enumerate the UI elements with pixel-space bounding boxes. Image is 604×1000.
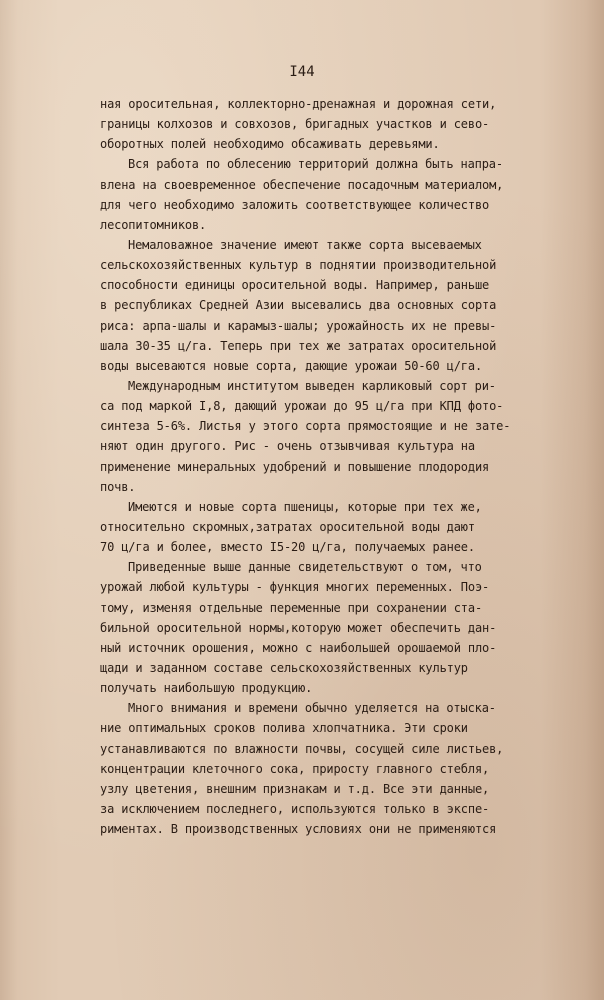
text-line: ние оптимальных сроков полива хлопчатника. Эти сроки xyxy=(100,721,468,736)
text-line: Приведенные выше данные свидетельствуют о том, что xyxy=(128,560,482,575)
text-line: концентрации клеточного сока, приросту главного стебля, xyxy=(100,761,490,776)
text-line: щади и заданном составе сельскохозяйственных культур xyxy=(100,660,468,675)
text-line: границы колхозов и совхозов, бригадных участков и сево- xyxy=(100,117,490,132)
text-line: са под маркой I,8, дающий урожаи до 95 ц/га при КПД фото- xyxy=(100,399,504,414)
text-line: получать наибольшую продукцию. xyxy=(100,681,313,696)
text-line: узлу цветения, внешним признакам и т.д. Все эти данные, xyxy=(100,781,490,796)
text-line: 70 ц/га и более, вместо I5-20 ц/га, получаемых ранее. xyxy=(100,540,475,555)
text-line: тому, изменяя отдельные переменные при сохранении ста- xyxy=(100,600,483,615)
text-line: шала 30-35 ц/га. Теперь при тех же затратах оросительной xyxy=(100,338,497,353)
text-line: устанавливаются по влажности почвы, сосущей силе листьев, xyxy=(100,741,504,756)
text-line: няют один другого. Рис - очень отзывчивая культура на xyxy=(100,439,475,454)
text-line: Вся работа по облесению территорий должна быть напра- xyxy=(128,157,503,172)
text-line: синтеза 5-6%. Листья у этого сорта прямостоящие и не зате- xyxy=(100,419,511,434)
text-line: ный источник орошения, можно с наибольшей орошаемой пло- xyxy=(100,640,497,655)
page-number: I44 xyxy=(289,64,315,80)
text-line: оборотных полей необходимо обсаживать деревьями. xyxy=(100,137,440,152)
text-line: относительно скромных,затратах оросительной воды дают xyxy=(100,519,475,534)
text-line: Международным институтом выведен карликовый сорт ри- xyxy=(128,378,496,393)
text-line: Много внимания и времени обычно уделяется на отыска- xyxy=(128,701,496,716)
text-line: риментах. В производственных условиях они не применяются xyxy=(100,822,497,837)
text-line: для чего необходимо заложить соответствующее количество xyxy=(100,197,490,212)
text-line: в республиках Средней Азии высевались два основных сорта xyxy=(100,298,497,313)
text-line: ная оросительная, коллекторно-дренажная и дорожная сети, xyxy=(100,97,497,111)
text-line: бильной оросительной нормы,которую может обеспечить дан- xyxy=(100,620,497,635)
text-line: влена на своевременное обеспечение посадочным материалом, xyxy=(100,177,504,192)
text-line: Немаловажное значение имеют также сорта высеваемых xyxy=(128,237,482,252)
text-line: воды высеваются новые сорта, дающие урожаи 50-60 ц/га. xyxy=(100,358,483,373)
body-text xyxy=(100,94,562,839)
text-line: за исключением последнего, используются только в экспе- xyxy=(100,801,490,816)
text-line: лесопитомников. xyxy=(100,217,207,232)
text-line: урожай любой культуры - функция многих переменных. Поэ- xyxy=(100,580,490,595)
text-line: почв. xyxy=(100,479,136,494)
text-line: сельскохозяйственных культур в поднятии производительной xyxy=(100,258,497,273)
text-line: способности единицы оросительной воды. Например, раньше xyxy=(100,278,490,293)
text-line: Имеются и новые сорта пшеницы, которые при тех же, xyxy=(128,499,482,514)
text-line: применение минеральных удобрений и повышение плодородия xyxy=(100,459,490,474)
text-line: риса: арпа-шалы и карамыз-шалы; урожайность их не превы- xyxy=(100,318,497,333)
